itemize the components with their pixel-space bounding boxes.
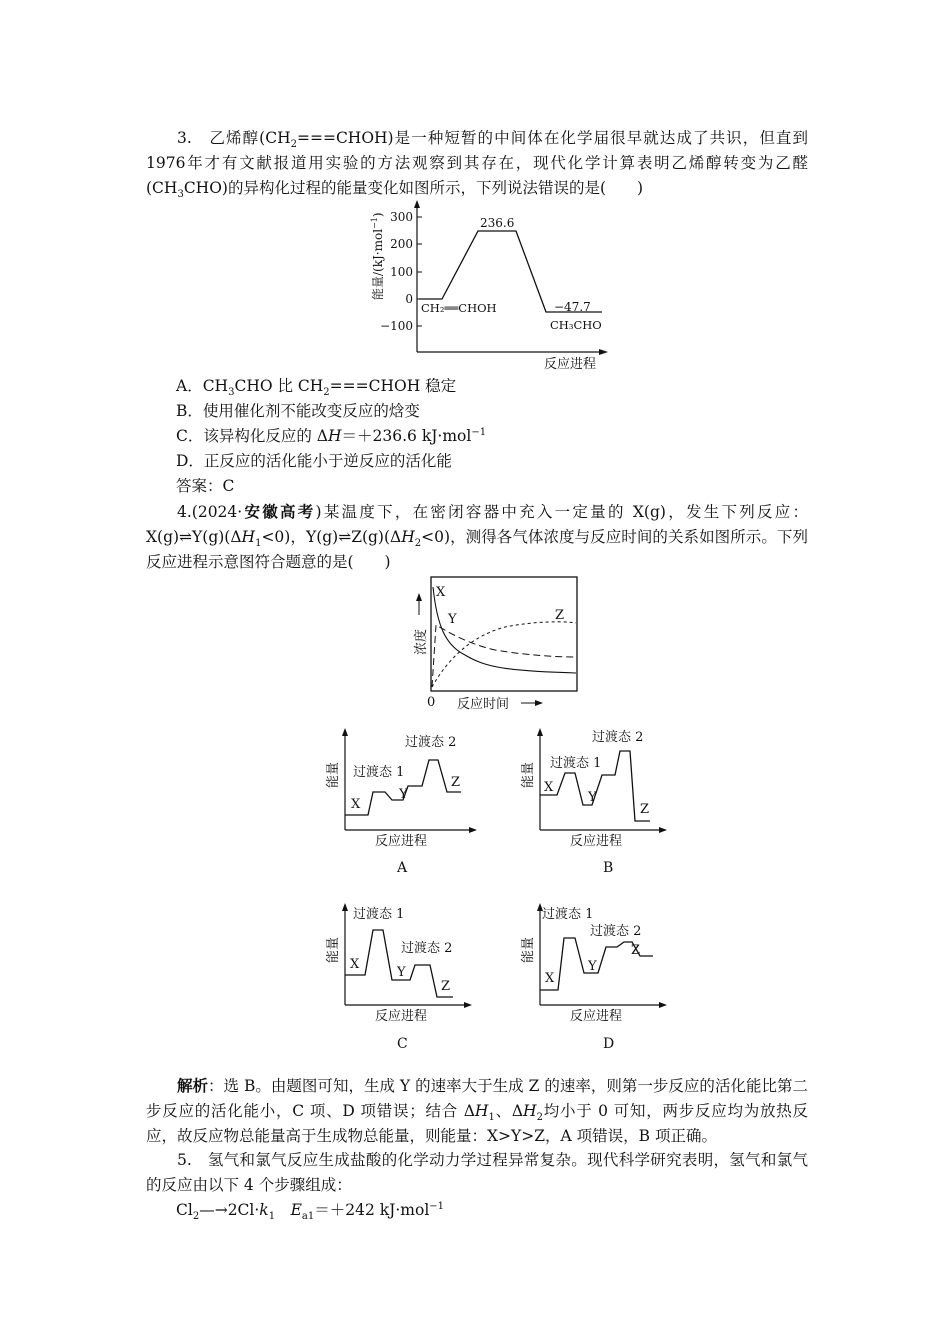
panel-label-d: D <box>603 1036 615 1052</box>
svg-text:Z: Z <box>451 775 461 790</box>
svg-text:X: X <box>544 780 554 795</box>
svg-text:过渡态 1: 过渡态 1 <box>550 756 602 771</box>
y-tick: −100 <box>380 319 413 333</box>
curve-label-x: X <box>436 585 446 600</box>
svg-text:能量: 能量 <box>326 761 341 788</box>
svg-text:反应进程: 反应进程 <box>375 834 428 849</box>
product-label: CH₃CHO <box>550 318 602 332</box>
svg-text:过渡态 1: 过渡态 1 <box>353 765 405 780</box>
q3-answer: 答案：C <box>176 477 235 495</box>
x-axis-label: 反应时间 <box>457 697 510 712</box>
svg-text:过渡态 2: 过渡态 2 <box>405 735 457 750</box>
origin-label: 0 <box>427 695 436 710</box>
panel-a-diagram <box>325 730 495 880</box>
q3-stem: 3. 乙烯醇$(CH_2===CHOH)$是一种短暂的中间体在化学届很早就达成了共识，但直到1976年才有文献报道用实验的方法观察到其存在，现代化学计算表明乙烯醇转变为乙醛$(CH_3CHO)$的异构化过程的能量变化如图所示，下列说法错误的是( ) <box>146 129 808 201</box>
y-tick: 300 <box>390 210 413 224</box>
svg-text:X: X <box>545 971 555 986</box>
panel-label-c: C <box>397 1036 408 1052</box>
svg-text:Y: Y <box>588 959 597 974</box>
svg-text:Y: Y <box>399 787 408 802</box>
y-tick: 100 <box>390 265 413 279</box>
svg-text:反应进程: 反应进程 <box>570 834 623 849</box>
svg-text:Y: Y <box>397 965 406 980</box>
q4-stem: 4.(2024·安徽高考)某温度下，在密闭容器中充入一定量的 X(g)，发生下列反应：$X(g)\rightleftharpoons Y(g)(\Delta H_1<0)$，$Y(g)\rightleftharpoons Z(g)(\Delta H_2<0)$，测得各气体浓度与反应时间的关系如图所示。下列反应进程示意图符合题意的是( ) <box>146 502 808 571</box>
svg-text:Z: Z <box>631 943 641 958</box>
option-a: A．$CH_3CHO$ 比 $CH_2===CHOH$ 稳定 <box>176 377 457 399</box>
svg-text:过渡态 2: 过渡态 2 <box>590 924 642 939</box>
q3-energy-chart <box>370 200 630 372</box>
svg-text:Z: Z <box>640 802 650 817</box>
concentration-chart <box>405 575 580 715</box>
svg-text:能量: 能量 <box>521 936 536 963</box>
panel-c-diagram <box>325 900 495 1055</box>
svg-text:能量: 能量 <box>521 761 536 788</box>
svg-text:反应进程: 反应进程 <box>570 1009 623 1024</box>
panel-b-diagram <box>520 725 690 880</box>
svg-text:过渡态 1: 过渡态 1 <box>353 907 405 922</box>
panel-label-b: B <box>603 860 614 876</box>
y-curve <box>432 625 576 687</box>
option-c: C．该异构化反应的 ΔH＝＋236.6 kJ·mol$^{-1}$ <box>176 426 487 445</box>
reactant-label: CH₂══CHOH <box>421 301 497 315</box>
x-axis-label: 反应进程 <box>544 357 597 372</box>
svg-text:Y: Y <box>588 790 597 805</box>
x-curve <box>433 587 576 673</box>
curve-label-z: Z <box>555 608 565 623</box>
y-axis-label: 能量/(kJ·mol$^{-1}$) <box>370 212 385 300</box>
curve-label-y: Y <box>448 612 457 627</box>
svg-text:反应进程: 反应进程 <box>375 1009 428 1024</box>
panel-d-diagram <box>520 900 690 1055</box>
svg-text:过渡态 2: 过渡态 2 <box>592 730 644 745</box>
q5-step1: $Cl_2—\to 2Cl\cdot k_1$ $E_{a1}=+242$ kJ·mol$^{-1}$ <box>176 1200 445 1223</box>
svg-text:X: X <box>351 797 361 812</box>
svg-text:能量: 能量 <box>326 936 341 963</box>
q5-stem: 5. 氢气和氯气反应生成盐酸的化学动力学过程异常复杂。现代科学研究表明，氢气和氯气的反应由以下 4 个步骤组成： <box>146 1151 808 1194</box>
z-curve <box>432 622 576 687</box>
svg-text:过渡态 2: 过渡态 2 <box>401 941 453 956</box>
y-tick: 0 <box>405 292 413 306</box>
svg-text:X: X <box>350 957 360 972</box>
svg-text:Z: Z <box>441 979 451 994</box>
svg-text:过渡态 1: 过渡态 1 <box>542 907 594 922</box>
option-d: D．正反应的活化能小于逆反应的活化能 <box>176 452 452 470</box>
option-b: B．使用催化剂不能改变反应的焓变 <box>176 402 420 420</box>
y-tick: 200 <box>390 237 413 251</box>
product-value: −47.7 <box>554 300 591 314</box>
panel-label-a: A <box>397 860 408 876</box>
analysis: 解析：选 B。由题图可知，生成 Y 的速率大于生成 Z 的速率，则第一步反应的活化能比第二步反应的活化能小，C 项、D 项错误；结合 $\Delta H_1$、$\Delta H_2$均小于 0 可知，两步反应均为放热反应，故反应物总能量高于生成物总能量，则能量：X>Y>Z，A 项错误，B 项正确。 <box>146 1076 809 1145</box>
y-axis-label: 浓度 <box>414 628 429 655</box>
peak-label: 236.6 <box>480 216 515 230</box>
